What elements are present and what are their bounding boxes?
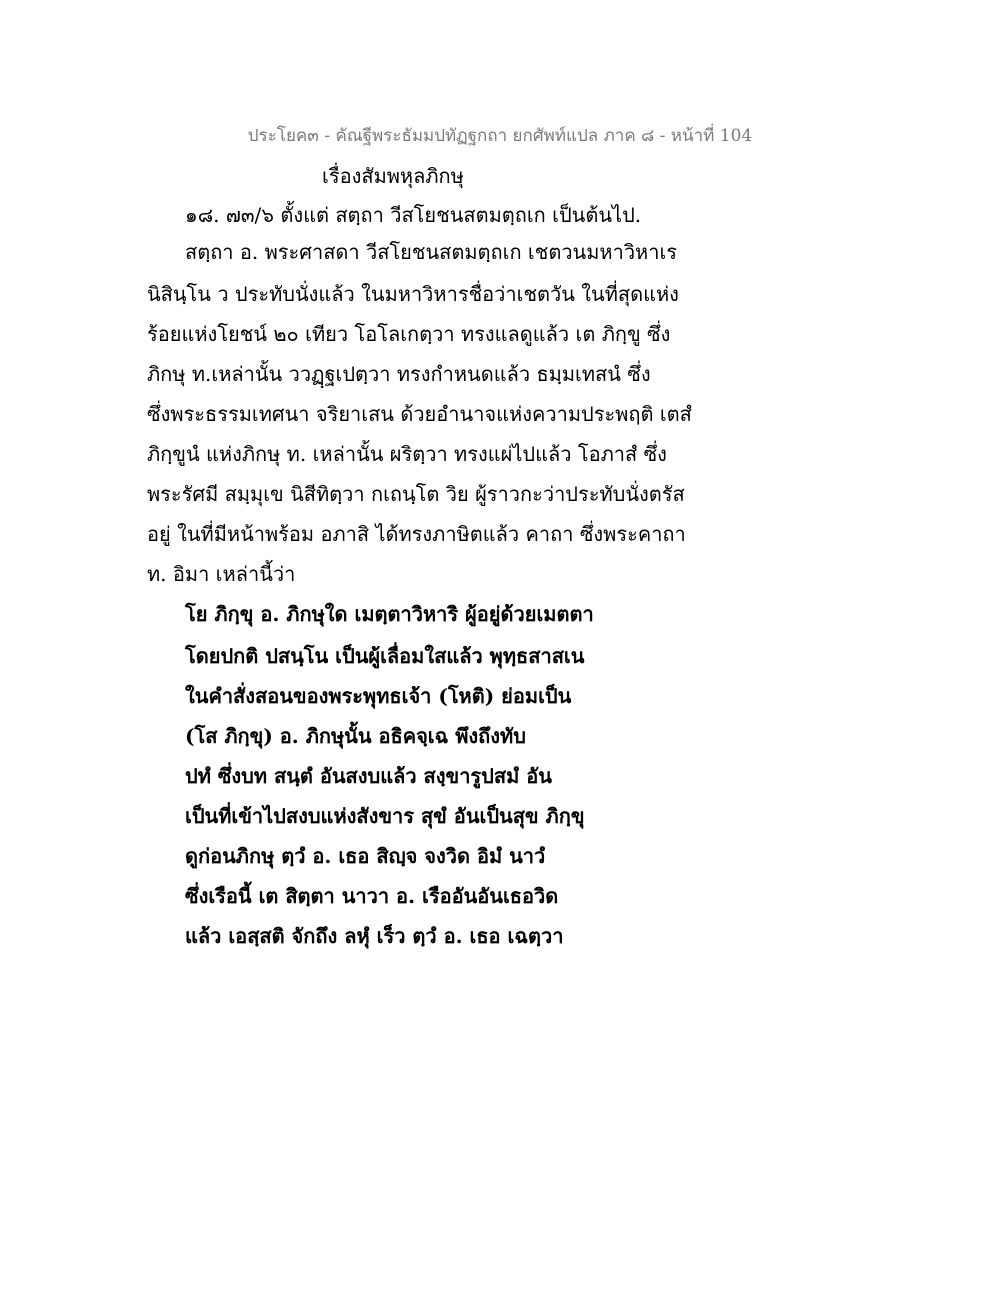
story-reference: ๑๘. ๗๓/๖ ตั้งแต่ สตฺถา วีสโยชนสตมตฺถเก เป็นต้นไป. [185, 203, 642, 227]
verse-line: ดูก่อนภิกษุ ตฺวํ อ. เธอ สิญฺจ จงวิด อิมํ นาวํ [185, 844, 546, 868]
paragraph-line: อยู่ ในที่มีหน้าพร้อม อภาสิ ได้ทรงภาษิตแล้ว คาถา ซึ่งพระคาถา [147, 522, 686, 546]
verse-line: โย ภิกฺขุ อ. ภิกษุใด เมตฺตาวิหาริ ผู้อยู่ด้วยเมตตา [185, 602, 594, 626]
verse-line: (โส ภิกฺขุ) อ. ภิกษุนั้น อธิคจฺเฉ พึงถึงทับ [185, 724, 526, 748]
verse-line: ซึ่งเรือนี้ เต สิตฺตา นาวา อ. เรืออันอันเธอวิด [185, 884, 559, 908]
paragraph-line: นิสินฺโน ว ประทับนั่งแล้ว ในมหาวิหารชื่อว่าเชตวัน ในที่สุดแห่ง [147, 282, 679, 306]
verse-line: ปทํ ซึ่งบท สนฺตํ อันสงบแล้ว สงฺขารูปสมํ อัน [185, 764, 552, 788]
paragraph-line: ท. อิมา เหล่านี้ว่า [147, 562, 296, 586]
paragraph-line: ซึ่งพระธรรมเทศนา จริยาเสน ด้วยอำนาจแห่งความประพฤติ เตสํ [147, 402, 692, 426]
verse-line: ในคำสั่งสอนของพระพุทธเจ้า (โหติ) ย่อมเป็น [185, 684, 572, 708]
paragraph-line: ร้อยแห่งโยชน์ ๒๐ เทียว โอโลเกตฺวา ทรงแลดูแล้ว เต ภิกฺขู ซึ่ง [147, 322, 671, 346]
verse-line: เป็นที่เข้าไปสงบแห่งสังขาร สุขํ อันเป็นสุข ภิกฺขุ [185, 804, 585, 828]
paragraph-line: สตฺถา อ. พระศาสดา วีสโยชนสตมตฺถเก เชตวนมหาวิหาเร [185, 240, 678, 264]
paragraph-line: ภิกฺขูนํ แห่งภิกษุ ท. เหล่านั้น ผริตฺวา ทรงแผ่ไปแล้ว โอภาสํ ซึ่ง [147, 442, 667, 466]
paragraph-line: พระรัศมี สมฺมุเข นิสีทิตฺวา กเถนฺโต วิย ผู้ราวกะว่าประทับนั่งตรัส [147, 482, 685, 506]
page-header: ประโยค๓ - คัณฐีพระธัมมปทัฏฐกถา ยกศัพท์แปล ภาค ๘ - หน้าที่ 104 [247, 126, 753, 146]
story-title: เรื่องสัมพหุลภิกษุ [322, 164, 464, 188]
verse-line: แล้ว เอสฺสติ จักถึง ลหุํ เร็ว ตฺวํ อ. เธอ เฉตฺวา [185, 924, 564, 948]
verse-line: โดยปกติ ปสนฺโน เป็นผู้เลื่อมใสแล้ว พุทฺธสาสเน [185, 644, 585, 668]
paragraph-line: ภิกษุ ท.เหล่านั้น ววฏฺฐเปตฺวา ทรงกำหนดแล้ว ธมฺมเทสนํ ซึ่ง [147, 362, 651, 386]
